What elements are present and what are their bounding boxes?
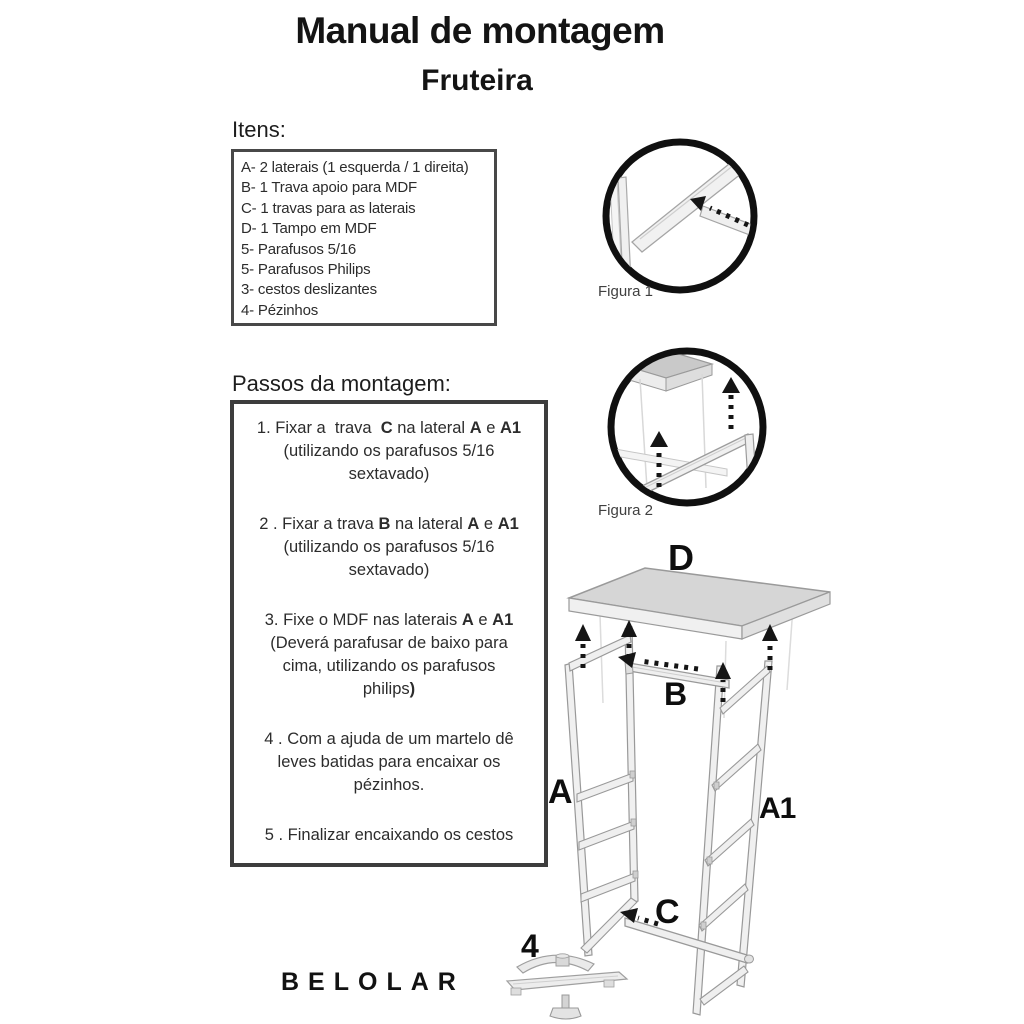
steps-list bbox=[238, 417, 540, 847]
step-item: 1. Fixar a trava C na lateral A e A1 (utilizando os parafusos 5/16 sextavado) bbox=[256, 419, 522, 483]
label-left-lateral-a: A bbox=[548, 773, 573, 811]
items-list bbox=[241, 158, 494, 321]
step-item: 3. Fixe o MDF nas laterais A e A1 (Deverá parafusar de baixo para cima, utilizando os parafusos philips) bbox=[264, 611, 514, 698]
items-heading: Itens: bbox=[232, 117, 286, 142]
steps-box bbox=[230, 400, 548, 867]
item-line: 5- Parafusos Philips bbox=[241, 261, 371, 279]
figure-2-caption: Figura 2 bbox=[598, 502, 654, 519]
step-item: 4 . Com a ajuda de um martelo dê leves batidas para encaixar os pézinhos. bbox=[264, 730, 514, 794]
brand-logo: BELOLAR bbox=[281, 968, 465, 996]
step-item: 5 . Finalizar encaixando os cestos bbox=[264, 826, 514, 844]
item-line: A- 2 laterais (1 esquerda / 1 direita) bbox=[241, 159, 469, 176]
figura-1-illustration bbox=[606, 142, 767, 304]
label-right-lateral-a1: A1 bbox=[759, 792, 796, 825]
right-lateral-a1-drawing bbox=[693, 661, 772, 1015]
item-line: C- 1 travas para as laterais bbox=[241, 199, 416, 217]
label-support-brace-b: B bbox=[664, 676, 688, 712]
item-line: 3- cestos deslizantes bbox=[241, 281, 377, 299]
bottom-brace-c-drawing bbox=[625, 918, 754, 963]
label-top-panel-d: D bbox=[668, 537, 694, 578]
label-bottom-brace-c: C bbox=[655, 893, 680, 931]
item-line: D- 1 Tampo em MDF bbox=[241, 220, 377, 238]
page-title: Manual de montagem bbox=[295, 10, 665, 51]
figure-1-caption: Figura 1 bbox=[598, 283, 654, 300]
item-line: B- 1 Trava apoio para MDF bbox=[241, 179, 417, 197]
page-subtitle: Fruteira bbox=[421, 64, 533, 97]
figura-2-illustration bbox=[604, 351, 763, 504]
items-box bbox=[231, 149, 497, 326]
step-item: 2 . Fixar a trava B na lateral A e A1 (utilizando os parafusos 5/16 sextavado) bbox=[259, 515, 519, 579]
label-feet-4: 4 bbox=[521, 928, 539, 964]
item-line: 5- Parafusos 5/16 bbox=[241, 240, 357, 258]
steps-heading: Passos da montagem: bbox=[232, 371, 451, 396]
item-line: 4- Pézinhos bbox=[241, 301, 319, 319]
